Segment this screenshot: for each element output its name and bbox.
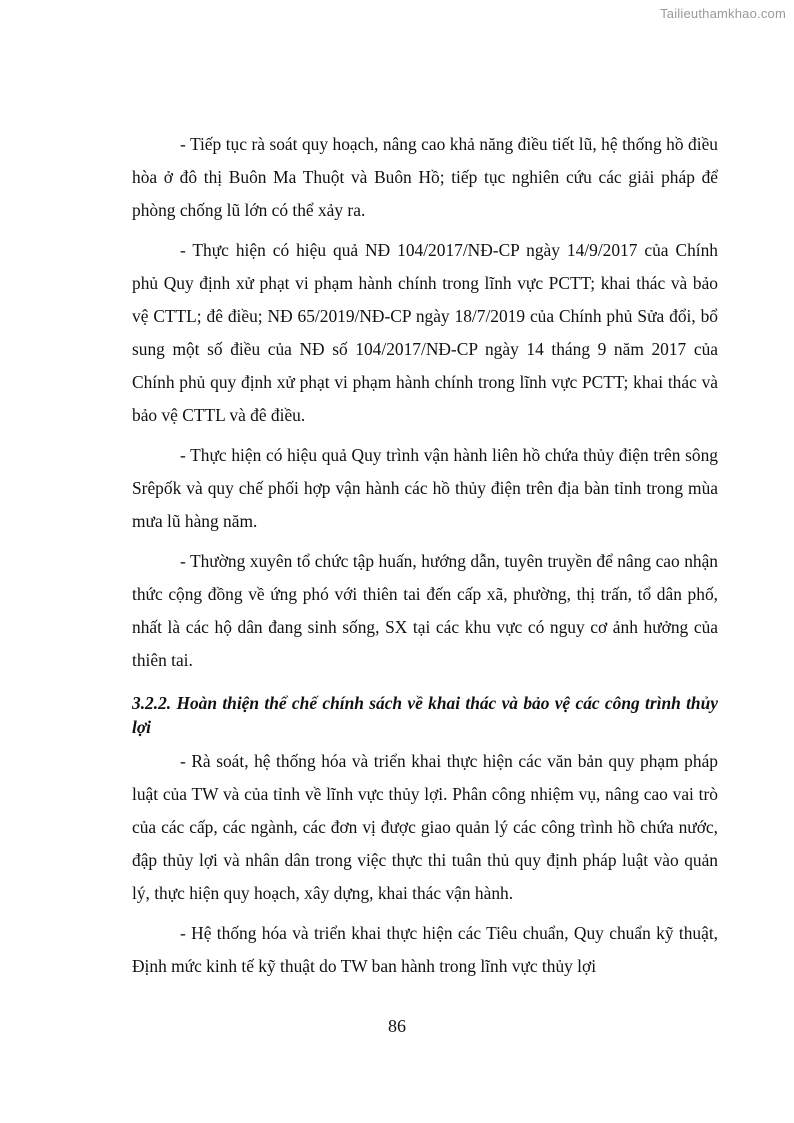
document-body	[132, 128, 718, 990]
page-number: 86	[388, 1016, 406, 1036]
section-heading: 3.2.2. Hoàn thiện thể chế chính sách về khai thác và bảo vệ các công trình thủy lợi	[132, 693, 718, 737]
paragraph: - Rà soát, hệ thống hóa và triển khai thực hiện các văn bản quy phạm pháp luật của TW và của tỉnh về lĩnh vực thủy lợi. Phân công nhiệm vụ, nâng cao vai trò của các cấp, các ngành, các đơn vị được giao quản lý các công trình hồ chứa nước, đập thủy lợi và nhân dân trong việc thực thi tuân thủ quy định pháp luật vào quản lý, thực hiện quy hoạch, xây dựng, khai thác vận hành.	[132, 751, 718, 903]
paragraph: - Thực hiện có hiệu quả Quy trình vận hành liên hồ chứa thủy điện trên sông Srêpốk và quy chế phối hợp vận hành các hồ thủy điện trên địa bàn tỉnh trong mùa mưa lũ hàng năm.	[132, 445, 718, 531]
paragraph: - Thường xuyên tổ chức tập huấn, hướng dẫn, tuyên truyền để nâng cao nhận thức cộng đồng về ứng phó với thiên tai đến cấp xã, phường, thị trấn, tổ dân phố, nhất là các hộ dân đang sinh sống, SX tại các khu vực có nguy cơ ảnh hưởng của thiên tai.	[132, 551, 718, 670]
paragraph: - Tiếp tục rà soát quy hoạch, nâng cao khả năng điều tiết lũ, hệ thống hồ điều hòa ở đô thị Buôn Ma Thuột và Buôn Hồ; tiếp tục nghiên cứu các giải pháp để phòng chống lũ lớn có thể xảy ra.	[132, 134, 718, 220]
watermark: Tailieuthamkhao.com	[660, 6, 786, 21]
paragraph: - Hệ thống hóa và triển khai thực hiện các Tiêu chuẩn, Quy chuẩn kỹ thuật, Định mức kinh tế kỹ thuật do TW ban hành trong lĩnh vực thủy lợi	[132, 923, 718, 976]
paragraph: - Thực hiện có hiệu quả NĐ 104/2017/NĐ-CP ngày 14/9/2017 của Chính phủ Quy định xử phạt vi phạm hành chính trong lĩnh vực PCTT; khai thác và bảo vệ CTTL; đê điều; NĐ 65/2019/NĐ-CP ngày 18/7/2019 của Chính phủ Sửa đổi, bổ sung một số điều của NĐ số 104/2017/NĐ-CP ngày 14 tháng 9 năm 2017 của Chính phủ quy định xử phạt vi phạm hành chính trong lĩnh vực PCTT; khai thác và bảo vệ CTTL và đê điều.	[132, 240, 718, 425]
